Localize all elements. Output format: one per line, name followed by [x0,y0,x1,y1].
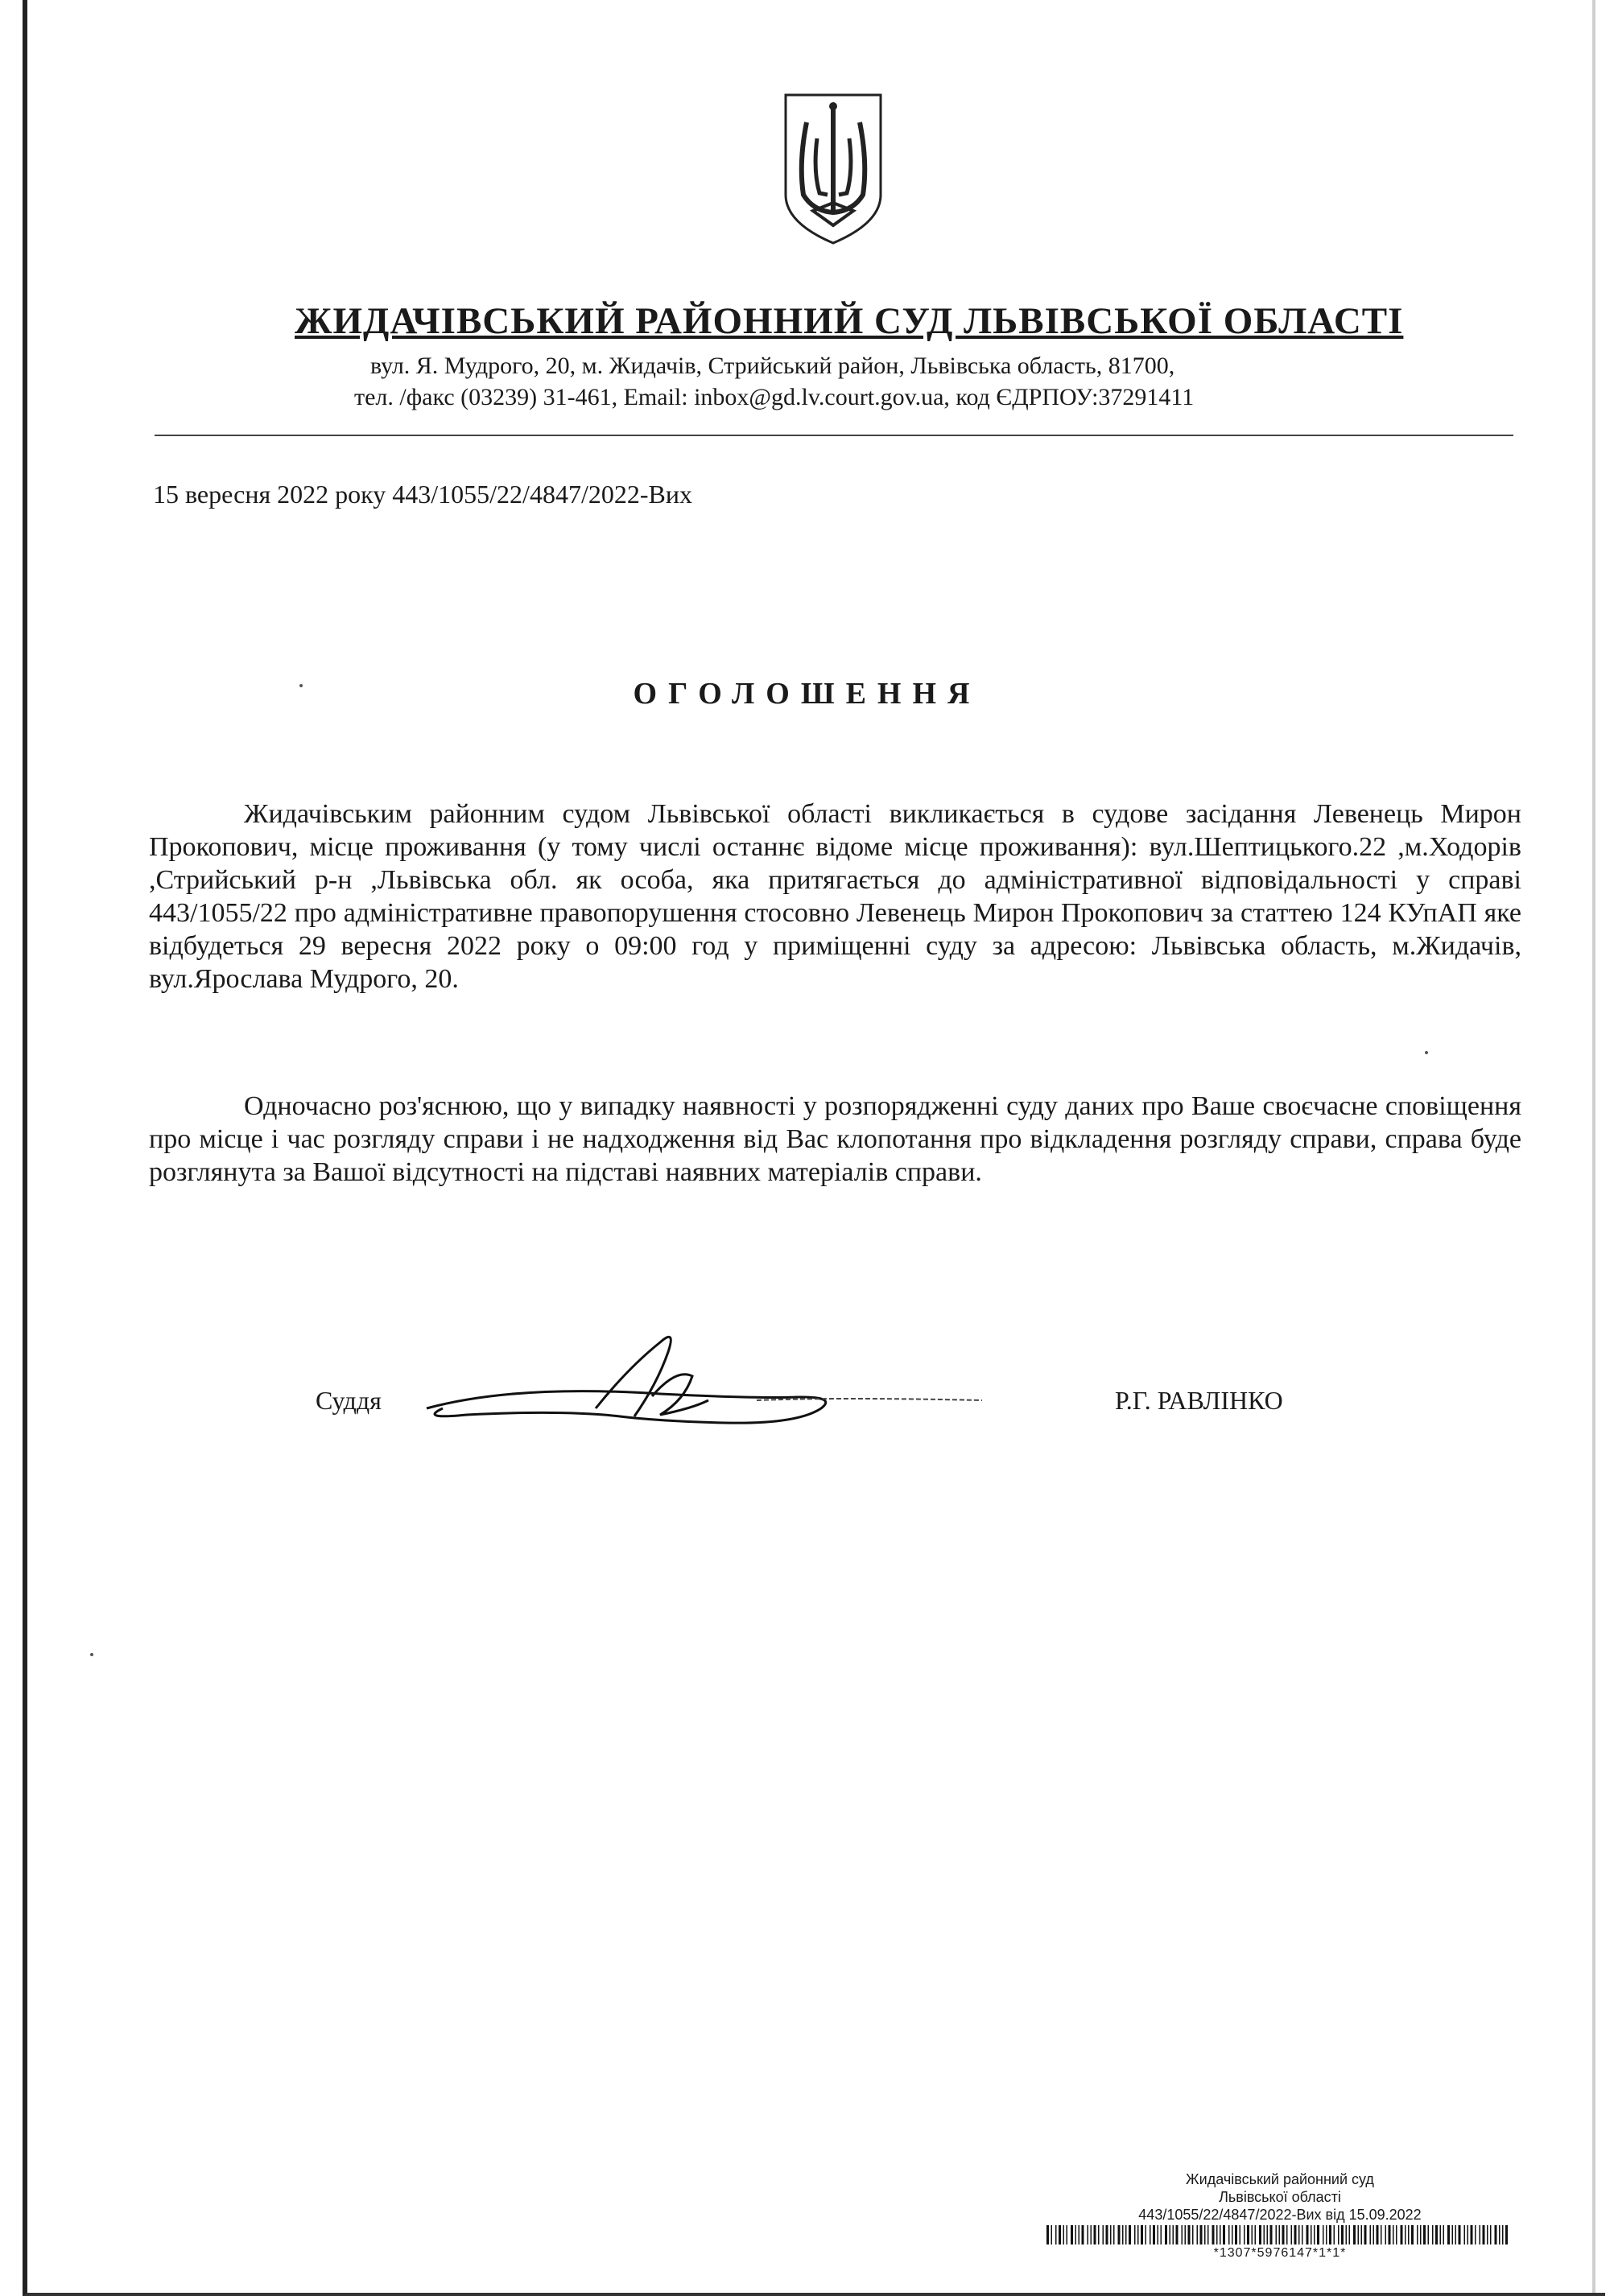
stamp-court: Жидачівський районний суд [1186,2171,1374,2187]
barcode-bar [1370,2225,1372,2244]
barcode-bar [1106,2225,1108,2244]
barcode-bar [1338,2225,1339,2244]
barcode-bar [1046,2225,1049,2244]
outgoing-reference: 15 вересня 2022 року 443/1055/22/4847/2022-Вих [153,480,692,509]
court-name: ЖИДАЧІВСЬКИЙ РАЙОННИЙ СУД ЛЬВІВСЬКОЇ ОБЛАСТІ [295,300,1404,342]
barcode-bar [1311,2225,1312,2244]
barcode-bar [1389,2225,1391,2244]
barcode-bar [1212,2225,1215,2244]
barcode-bar [1129,2225,1131,2244]
barcode-bar [1161,2225,1162,2244]
barcode-bar [1282,2225,1285,2244]
barcode-bar [1098,2225,1100,2244]
barcode-bar [1118,2225,1121,2244]
barcode-bar [1134,2225,1136,2244]
barcode-bar [1341,2225,1344,2244]
barcode-bar [1244,2225,1245,2244]
barcode-bar [1240,2225,1241,2244]
barcode-bar [1158,2225,1159,2244]
barcode-bar [1103,2225,1104,2244]
barcode [1046,2225,1513,2244]
barcode-bar [1075,2225,1077,2244]
barcode-bar [1153,2225,1155,2244]
judge-label: Суддя [316,1386,382,1415]
barcode-bar [1185,2225,1187,2244]
scan-speck [299,684,303,687]
barcode-bar [1464,2225,1466,2244]
barcode-bar [1067,2225,1068,2244]
barcode-bar [1411,2225,1414,2244]
barcode-bar [1483,2225,1485,2244]
court-address: вул. Я. Мудрого, 20, м. Жидачів, Стрийський район, Львівська область, 81700, [370,352,1175,379]
barcode-bar [1353,2225,1356,2244]
barcode-bar [1323,2225,1324,2244]
registration-stamp [1046,2170,1513,2262]
barcode-bar [1145,2225,1147,2244]
barcode-bar [1122,2225,1124,2244]
barcode-bar [1276,2225,1278,2244]
court-contacts: тел. /факс (03239) 31-461, Email: inbox@gd.lv.court.gov.ua, код ЄДРПОУ:37291411 [354,384,1195,410]
barcode-bar [1088,2225,1089,2244]
barcode-bar [1349,2225,1351,2244]
barcode-bar [1364,2225,1367,2244]
barcode-bar [1228,2225,1230,2244]
barcode-bar [1150,2225,1151,2244]
barcode-bar [1505,2225,1508,2244]
barcode-bar [1361,2225,1363,2244]
summons-paragraph: Жидачівським районним судом Львівської області викликається в судове засідання Левенець Мирон Прокопович, місце проживання (у тому числі останнє відоме місце проживання): вул.Шептицького.22 ,м.Ходорів ,Стрийський р-н ,Львівська обл. як особа, яка притягається до адміністративної відповідальності у справі 443/1055/22 про адміністративне правопорушення стосовно Левенець Мирон Прокопович за статтею 124 КУпАП яке відбудеться 29 вересня 2022 року о 09:00 год у приміщенні суду за адресою: Львівська область, м.Жидачів, вул.Ярослава Мудрого, 20. [149,799,1521,994]
barcode-bar [1176,2225,1179,2244]
barcode-bar [1170,2225,1171,2244]
coat-of-arms-icon [781,90,885,247]
barcode-bar [1443,2225,1445,2244]
barcode-bar [1475,2225,1476,2244]
barcode-bar [1306,2225,1309,2244]
barcode-bar [1405,2225,1406,2244]
barcode-bar [1417,2225,1418,2244]
barcode-bar [1471,2225,1473,2244]
barcode-bar [1385,2225,1387,2244]
barcode-bar [1298,2225,1300,2244]
barcode-bar [1408,2225,1410,2244]
barcode-bar [1459,2225,1461,2244]
stamp-region: Львівської області [1219,2189,1341,2205]
barcode-bar [1490,2225,1492,2244]
barcode-bar [1071,2225,1073,2244]
barcode-bar [1259,2225,1261,2244]
barcode-bar [1423,2225,1426,2244]
barcode-bar [1346,2225,1348,2244]
barcode-bar [1502,2225,1504,2244]
barcode-bar [1141,2225,1143,2244]
barcode-bar [1051,2225,1053,2244]
barcode-bar [1255,2225,1257,2244]
barcode-bar [1197,2225,1199,2244]
barcode-bar [1267,2225,1269,2244]
barcode-bar [1329,2225,1331,2244]
barcode-bar [1291,2225,1293,2244]
barcode-bar [1235,2225,1237,2244]
scan-speck [1425,1051,1428,1054]
barcode-bar [1358,2225,1360,2244]
page-edge [1592,0,1595,2293]
barcode-bar [1188,2225,1191,2244]
barcode-bar [1314,2225,1315,2244]
barcode-bar [1317,2225,1319,2244]
barcode-bar [1207,2225,1209,2244]
notice-paragraph: Одночасно роз'яснюю, що у випадку наявності у розпорядженні суду даних про Ваше своєчасне сповіщення про місце і час розгляду справи і не надходження від Вас клопотання про відкладення розгляду справи, справа буде розглянута за Вашої відсутності на підставі наявних матеріалів справи. [149,1091,1521,1187]
handwritten-signature [419,1320,998,1441]
barcode-bar [1165,2225,1167,2244]
barcode-bar [1113,2225,1115,2244]
barcode-bar [1420,2225,1422,2244]
barcode-bar [1264,2225,1265,2244]
barcode-bar [1435,2225,1438,2244]
barcode-bar [1381,2225,1382,2244]
barcode-bar [1440,2225,1442,2244]
barcode-bar [1204,2225,1206,2244]
barcode-bar [1216,2225,1218,2244]
barcode-bar [1401,2225,1403,2244]
judge-name: Р.Г. РАВЛІНКО [1115,1386,1283,1415]
barcode-bar [1192,2225,1194,2244]
barcode-bar [1334,2225,1335,2244]
barcode-bar [1428,2225,1430,2244]
barcode-bar [1137,2225,1139,2244]
barcode-bar [1279,2225,1281,2244]
barcode-bar [1467,2225,1469,2244]
barcode-bar [1396,2225,1397,2244]
barcode-bar [1223,2225,1225,2244]
barcode-bar [1377,2225,1379,2244]
barcode-bar [1247,2225,1249,2244]
barcode-bar [1499,2225,1500,2244]
barcode-bar [1294,2225,1297,2244]
barcode-bar [1432,2225,1434,2244]
barcode-bar [1373,2225,1375,2244]
barcode-bar [1182,2225,1183,2244]
barcode-bar [1252,2225,1253,2244]
barcode-bar [1270,2225,1273,2244]
barcode-number: *1307*5976147*1*1* [1213,2246,1347,2260]
barcode-bar [1302,2225,1303,2244]
barcode-bar [1495,2225,1497,2244]
barcode-bar [1455,2225,1457,2244]
barcode-bar [1487,2225,1488,2244]
barcode-bar [1079,2225,1080,2244]
barcode-bar [1447,2225,1450,2244]
scan-speck [90,1653,93,1656]
barcode-bar [1200,2225,1203,2244]
document-title: ОГОЛОШЕННЯ [633,677,981,711]
barcode-bar [1173,2225,1174,2244]
stamp-reference: 443/1055/22/4847/2022-Вих від 15.09.2022 [1138,2207,1422,2223]
barcode-bar [1091,2225,1092,2244]
barcode-bar [1393,2225,1394,2244]
barcode-bar [1059,2225,1061,2244]
barcode-bar [1055,2225,1057,2244]
barcode-bar [1452,2225,1454,2244]
header-divider [155,435,1513,436]
barcode-bar [1326,2225,1327,2244]
barcode-bar [1286,2225,1288,2244]
barcode-bar [1063,2225,1065,2244]
barcode-bar [1125,2225,1127,2244]
barcode-bar [1220,2225,1221,2244]
barcode-bar [1232,2225,1233,2244]
barcode-bar [1480,2225,1481,2244]
barcode-bar [1110,2225,1112,2244]
barcode-bar [1082,2225,1084,2244]
barcode-bar [1094,2225,1096,2244]
